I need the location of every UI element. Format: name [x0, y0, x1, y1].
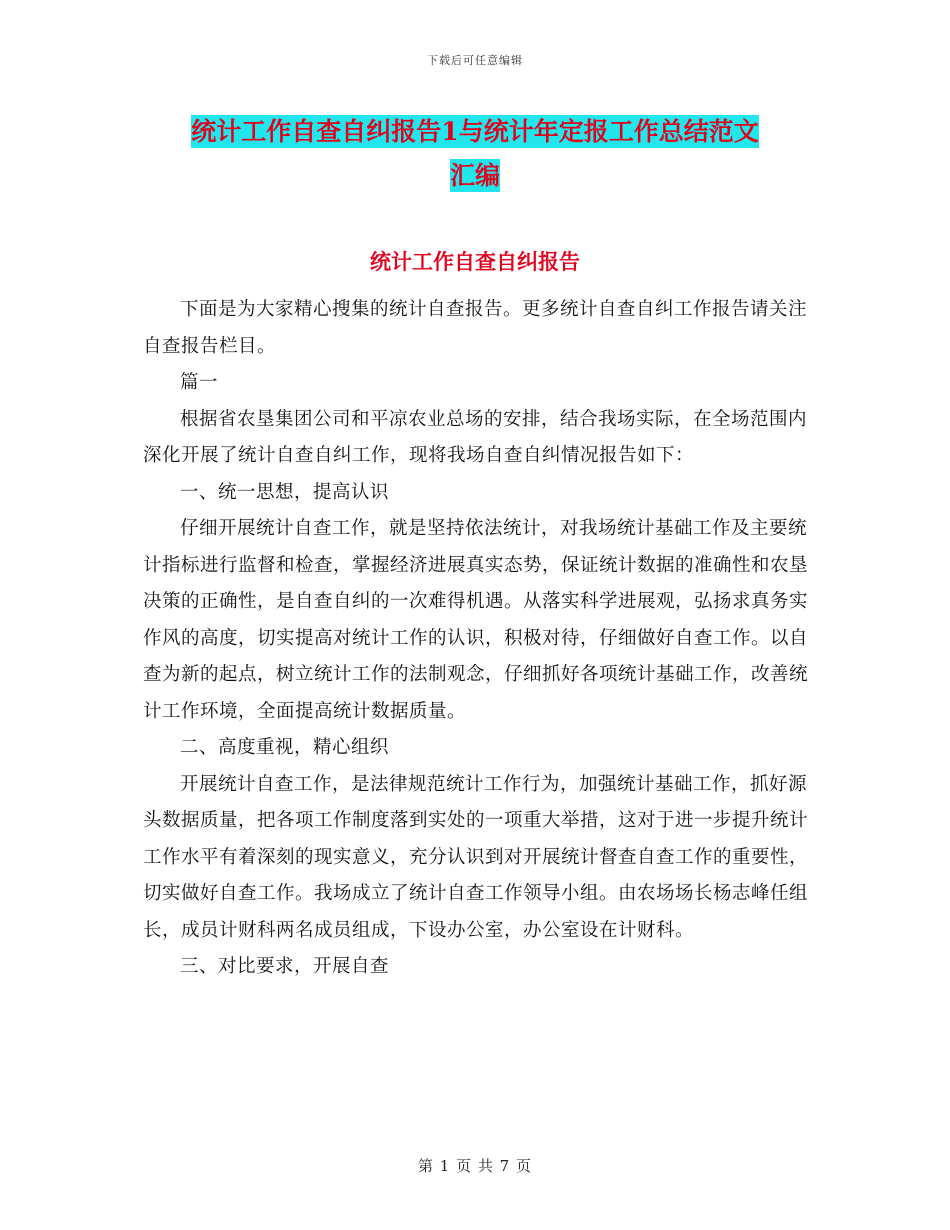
- document-title-line-1: 统计工作自查自纠报告1与统计年定报工作总结范文: [191, 117, 759, 146]
- heading-section-1: 一、统一思想，提高认识: [180, 481, 390, 503]
- heading-section-2: 二、高度重视，精心组织: [180, 737, 390, 758]
- header-note: 下载后可任意编辑: [427, 54, 523, 67]
- paragraph-section-2: 开展统计自查工作，是法律规范统计工作行为，加强统计基础工作，抓好源头数据质量，把各项工作制度落到实处的一项重大举措，这对于进一步提升统计工作水平有着深刻的现实意义，充分认识到对开展统计督查自查工作的重要性，切实做好自查工作。我场成立了统计自查工作领导小组。由农场场长杨志峰任组长，成员计财科两名成员组成，下设办公室，办公室设在计财科。: [143, 773, 809, 941]
- paragraph-intro: 下面是为大家精心搜集的统计自查报告。更多统计自查自纠工作报告请关注自查报告栏目。: [143, 299, 808, 357]
- paragraph-part-label: 篇一: [180, 372, 219, 393]
- document-title: [145, 110, 805, 198]
- paragraph-section-1: 仔细开展统计自查工作，就是坚持依法统计，对我场统计基础工作及主要统计指标进行监督和检查，掌握经济进展真实态势，保证统计数据的准确性和农垦决策的正确性，是自查自纠的一次难得机遇。从落实科学进展观，弘扬求真务实作风的高度，切实提高对统计工作的认识，积极对待，仔细做好自查工作。以自查为新的起点，树立统计工作的法制观念，仔细抓好各项统计基础工作，改善统计工作环境，全面提高统计数据质量。: [143, 518, 809, 722]
- paragraph-background: 根据省农垦集团公司和平凉农业总场的安排，结合我场实际，在全场范围内深化开展了统计自查自纠工作，现将我场自查自纠情况报告如下：: [143, 408, 808, 466]
- body-text: [143, 292, 808, 986]
- section-title: 统计工作自查自纠报告: [370, 249, 580, 274]
- page-number: 第 1 页 共 7 页: [418, 1157, 532, 1175]
- document-title-line-2: 汇编: [449, 161, 500, 190]
- heading-section-3: 三、对比要求，开展自查: [180, 956, 390, 977]
